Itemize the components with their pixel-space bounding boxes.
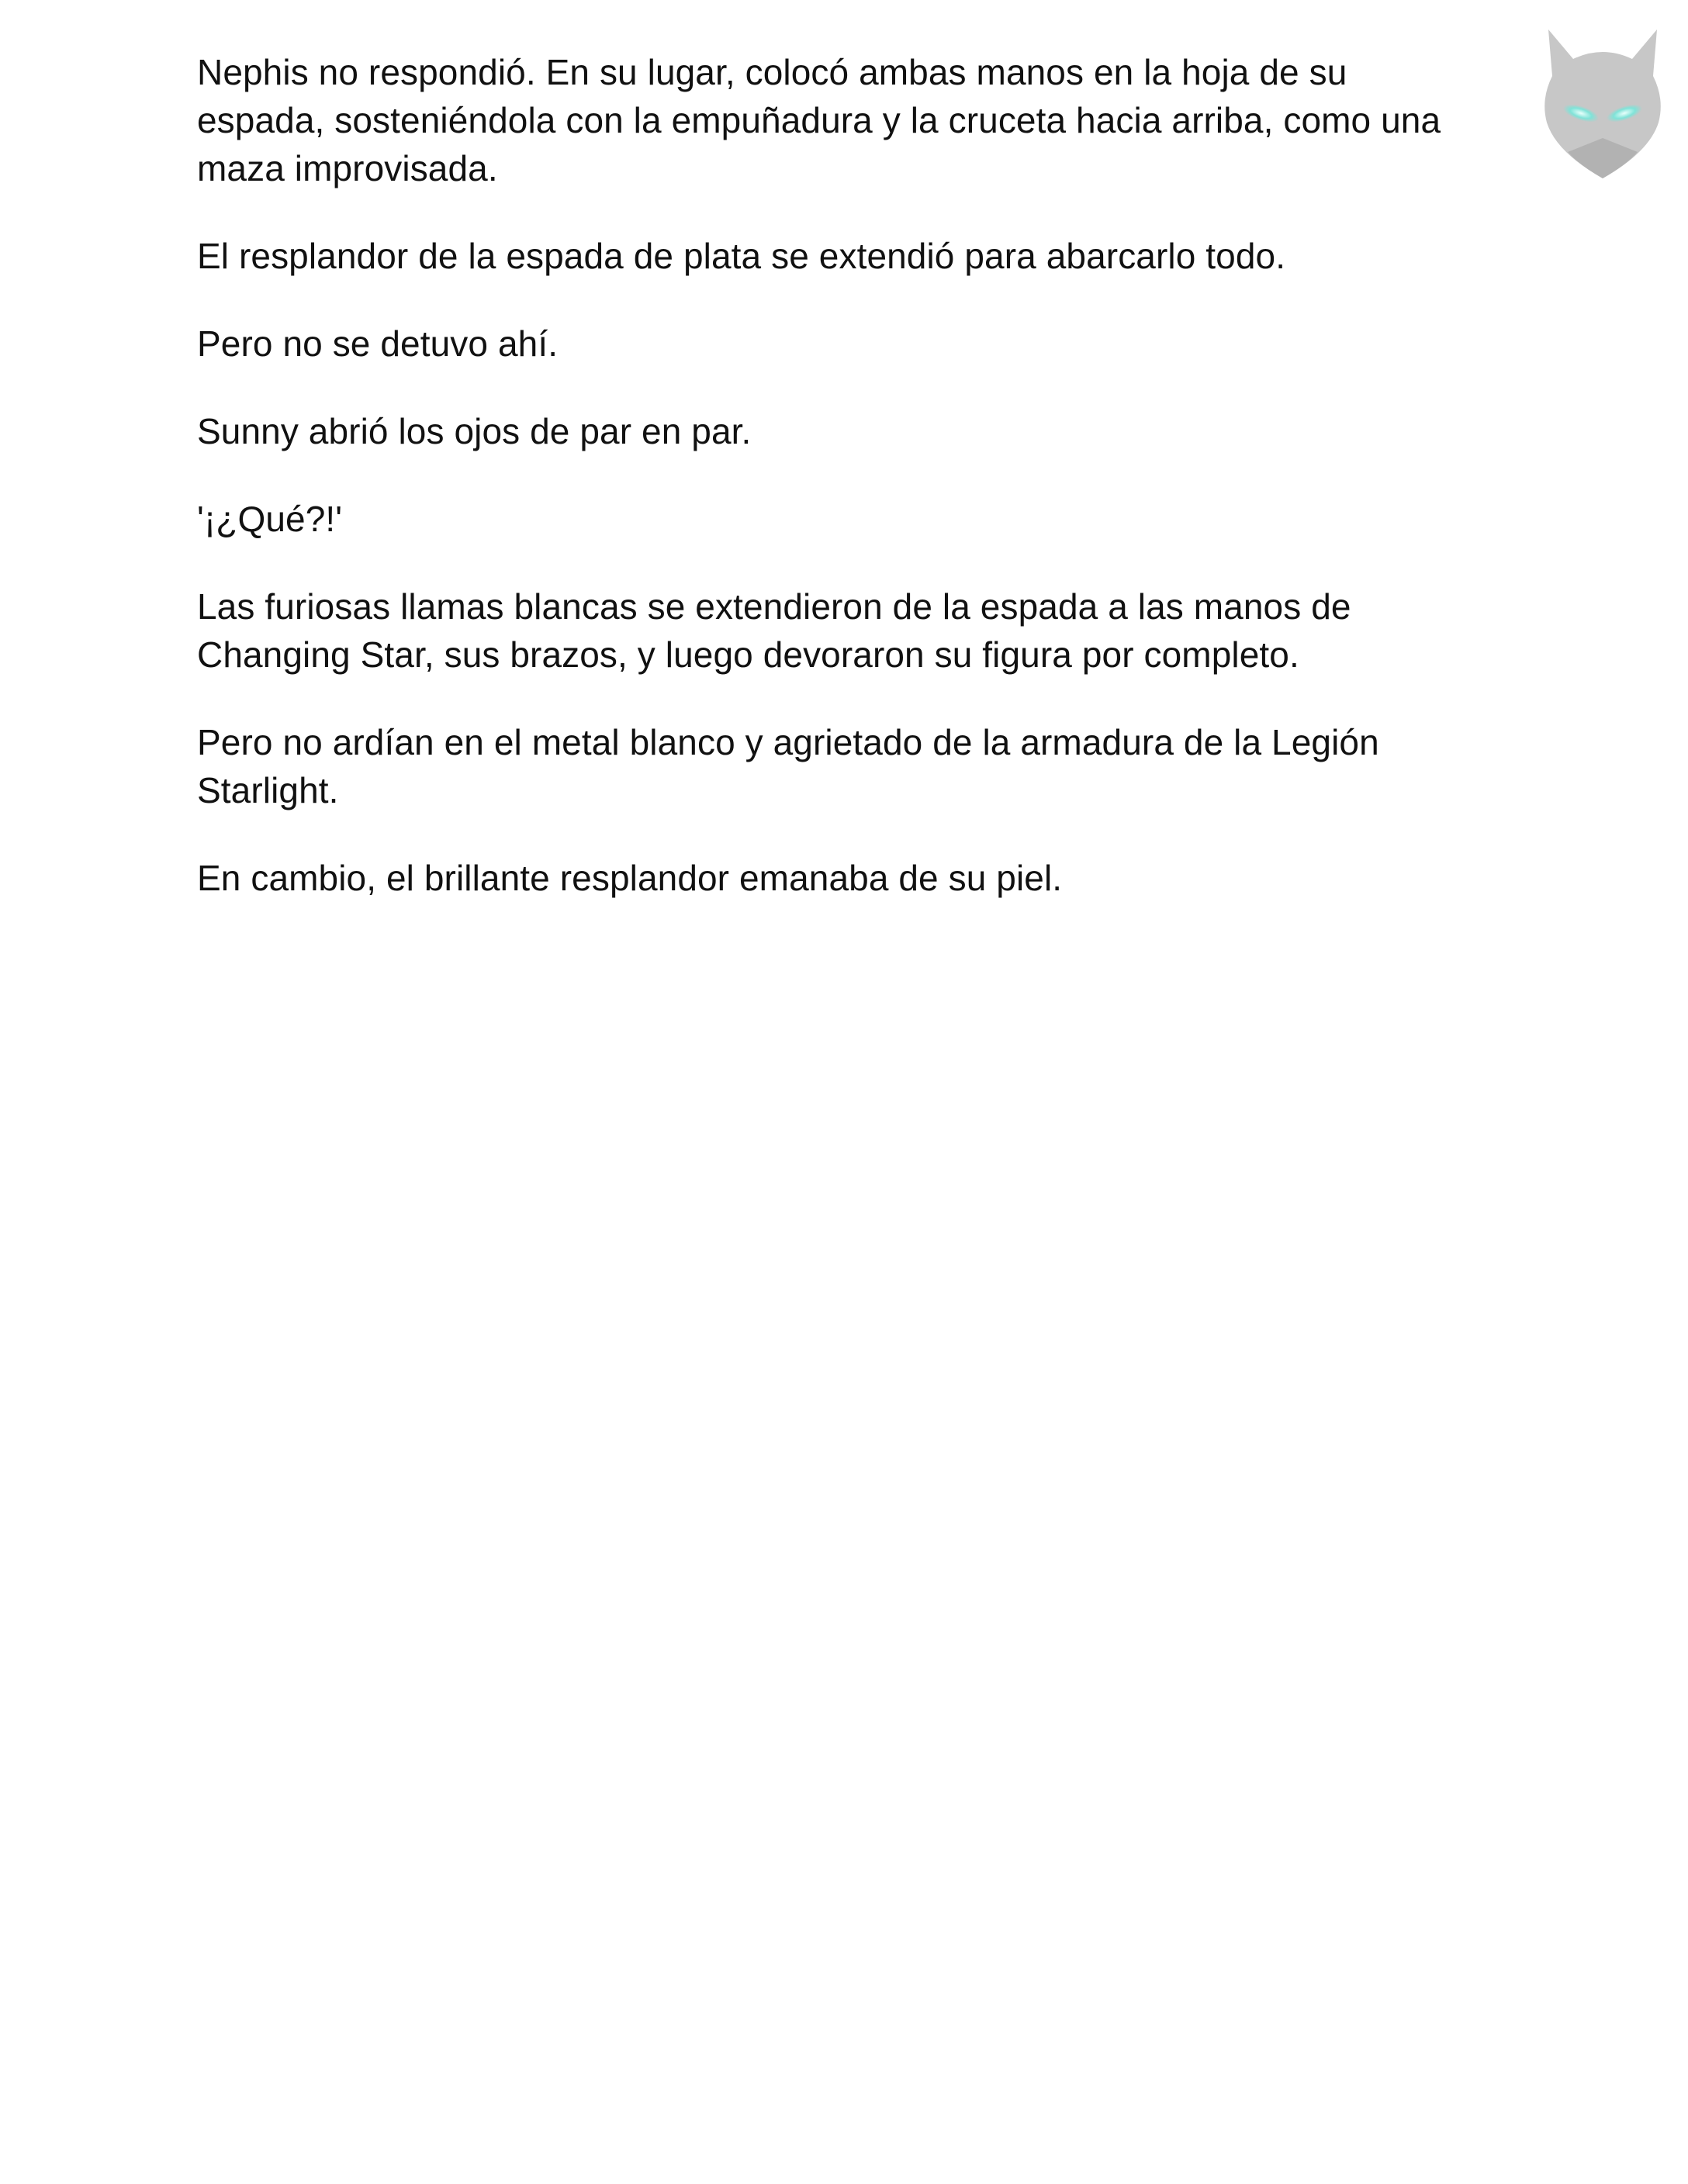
paragraph: Las furiosas llamas blancas se extendieron de la espada a las manos de Changing Star, sus brazos, y luego devoraron su figura por completo. [197, 586, 1351, 675]
paragraph: Sunny abrió los ojos de par en par. [197, 411, 752, 451]
demon-head-icon [1525, 14, 1680, 192]
paragraph: El resplandor de la espada de plata se extendió para abarcarlo todo. [197, 236, 1286, 276]
story-text [197, 48, 1469, 942]
paragraph: Pero no ardían en el metal blanco y agrietado de la armadura de la Legión Starlight. [197, 722, 1379, 810]
paragraph: En cambio, el brillante resplandor emanaba de su piel. [197, 858, 1063, 898]
paragraph: '¡¿Qué?!' [197, 499, 343, 539]
paragraph: Nephis no respondió. En su lugar, colocó ambas manos en la hoja de su espada, sosteniéndola con la empuñadura y la cruceta hacia arriba, como una maza improvisada. [197, 52, 1441, 188]
paragraph: Pero no se detuvo ahí. [197, 323, 559, 364]
